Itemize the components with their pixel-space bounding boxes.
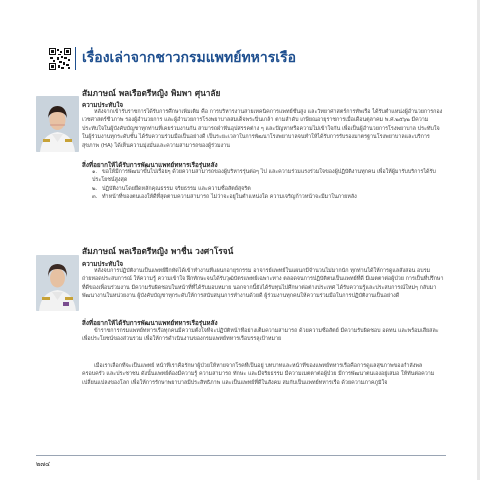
list-item: ๑. ขอให้มีการพัฒนาขั้นไปเรื่อยๆ ด้วยความสามารถของผู้บริหารรุ่นต่อๆ ไป และความร่วมแรงร่วมใจของผู้ปฏิบัติงานทุกคน เพื่อให้ผู้มารับบริการได้รับประโยชน์สูงสุด	[92, 169, 436, 184]
profile-2-wish-text-2: เมื่อเราเลือกที่จะเป็นแพทย์ หน้าที่เราคือรักษาผู้ป่วยให้หายจากโรคที่เป็นอยู่ บทบาทและหน้าที่ของแพทย์ทหารเรือคือการดูแลสุขภาพของกำลังพล ครอบครัว และประชาชน ดังนั้นแพทย์ต้องมีความรู้ ความสามารถ ทักษะ และมีจริยธรรม มีความเมตตาต่อผู้ป่วย มีการพัฒนาตนเองอยู่เสมอ ให้ทันต่อความเปลี่ยนแปลงของโลก เพื่อให้การรักษาพยาบาลมีประสิทธิภาพ และเป็นแพทย์ที่ดีในสังคม สมกับเป็นแพทย์ทหารเรือ ด้วยความภาคภูมิใจ	[82, 363, 435, 386]
page-number: ๒๗๔	[36, 460, 51, 468]
profile-1-impression-heading: ความประทับใจ	[82, 102, 124, 109]
profile-1-name: สัมภาษณ์ พลเรือตรีหญิง พิมพา ศุนาลัย	[82, 88, 221, 98]
profile-1-photo	[36, 96, 79, 152]
footer-divider	[36, 455, 446, 456]
qr-code	[49, 48, 71, 70]
page-title: เรื่องเล่าจากชาวกรมแพทย์ทหารเรือ	[82, 50, 296, 66]
profile-2-name: สัมภาษณ์ พลเรือตรีหญิง พาชื่น วงศาโรจน์	[82, 246, 234, 256]
profile-2-wish-text-1: ข้าราชการกรมแพทย์ทหารเรือทุกคนมีความตั้งใจที่จะปฏิบัติหน้าที่อย่างเต็มความสามารถ ด้วยความซื่อสัตย์ มีความรับผิดชอบ อดทน และพร้อมเสียสละเพื่อประโยชน์ของส่วนรวม เพื่อให้การดำเนินงานของกรมแพทย์ทหารเรือบรรลุเป้าหมาย	[82, 328, 439, 343]
profile-2-impression-text: หลังจบการปฏิบัติงานเป็นแพทย์ฝึกหัดได้เข้าทำงานที่แผนกอายุรกรรม อาจารย์แพทย์ในแผนกมีจำนวนไม่มากนัก ทุกท่านได้ให้การดูแลสั่งสอน อบรม ถ่ายทอดประสบการณ์ ให้ความรู้ ความเข้าใจ ฝึกทักษะจนได้รับวุฒิบัตรแพทย์เฉพาะทาง ตลอดจนการปฏิบัติตนเป็นแพทย์ที่ดี มีเมตตาต่อผู้ป่วย การเป็นที่ปรึกษาที่ดีของเพื่อนร่วมงาน มีความรับผิดชอบในหน้าที่ที่ได้รับมอบหมาย นอกจากนี้ยังได้รับทุนไปศึกษาต่อต่างประเทศ ได้รับความรู้และประสบการณ์ใหม่ๆ กลับมาพัฒนางานในหน่วยงาน ผู้บังคับบัญชาทุกระดับให้การสนับสนุนการทำงานด้วยดี ผู้ร่วมงานทุกคนให้ความร่วมมือในการปฏิบัติงานเป็นอย่างดี	[82, 268, 444, 300]
profile-2-impression-heading: ความประทับใจ	[82, 261, 124, 268]
profile-2-photo	[36, 255, 79, 311]
profile-1-wish-heading: สิ่งที่อยากให้ได้รับการพัฒนาแพทย์ทหารเรือรุ่นหลัง	[82, 162, 218, 169]
title-divider	[75, 47, 76, 70]
profile-1-impression-text: หลังจากเข้ารับราชการได้รับการศึกษาเพิ่มเติม คือ การบริหารงานสายเทคนิคการแพทย์ชั้นสูง และวิทยาศาสตร์การทัพเรือ ได้รับตำแหน่งผู้อำนวยการกองเวชศาสตร์ชีวภาพ รองผู้อำนวยการ และผู้อำนวยการโรงพยาบาลสมเด็จพระปิ่นเกล้า ตามลำดับ เกษียณอายุราชการเมื่อเดือนตุลาคม พ.ศ.๒๕๖๒ มีความประทับใจในผู้บังคับบัญชาทุกท่านที่เคยร่วมงานกัน สามารถฝ่าฟันอุปสรรคต่าง ๆ และปัญหาหรือความไม่เข้าใจกัน เพื่อเป็นผู้อำนวยการโรงพยาบาล ประทับใจในผู้ร่วมงานทุกระดับชั้น ได้รับความร่วมมือเป็นอย่างดี เป็นระยะเวลาในการพัฒนาโรงพยาบาลจนทำให้ได้รับการรับรองมาตรฐานโรงพยาบาลและบริการสุขภาพ (HA) ได้เห็นความมุ่งมั่นและความสามารถของผู้ร่วมงาน	[82, 109, 443, 149]
profile-2-wish-heading: สิ่งที่อยากให้ได้รับการพัฒนาแพทย์ทหารเรือรุ่นหลัง	[82, 320, 218, 327]
list-item: ๓. ทำหน้าที่ของตนเองให้ดีที่สุดตามความสามารถ ไม่ว่าจะอยู่ในตำแหน่งใด ความเจริญก้าวหน้าจะมีมาในภายหลัง	[92, 194, 357, 201]
list-item: ๒. ปฏิบัติงานโดยยึดหลักคุณธรรม จริยธรรม และความซื่อสัตย์สุจริต	[92, 185, 251, 192]
profile-1-wish-list	[92, 168, 444, 202]
